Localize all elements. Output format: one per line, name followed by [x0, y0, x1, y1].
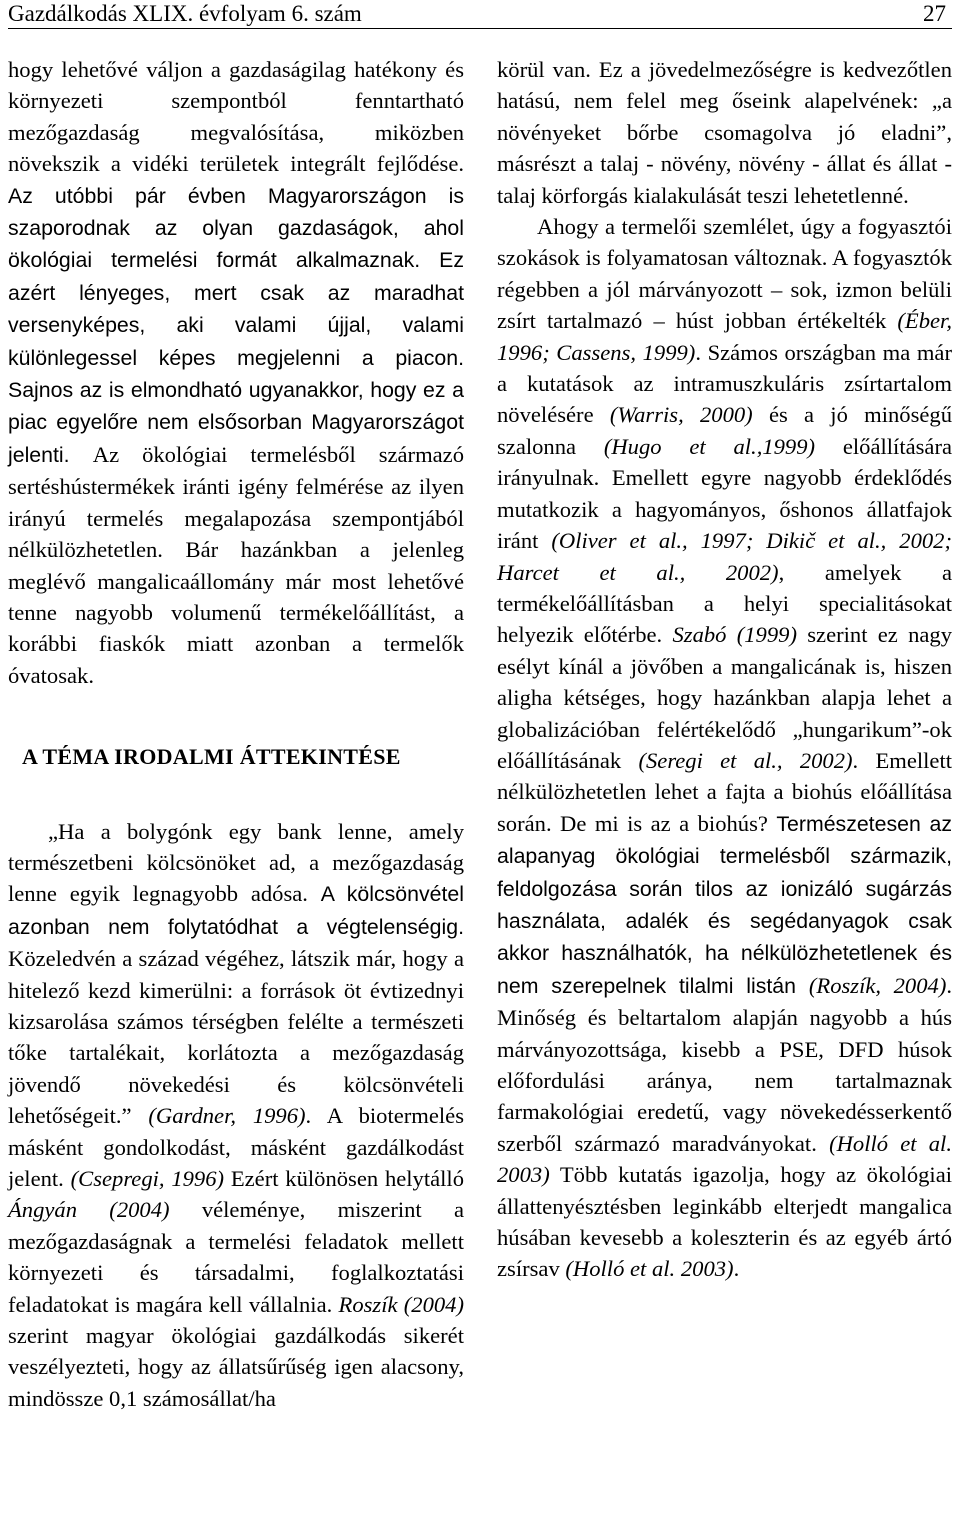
citation: Roszík (2004)	[338, 1291, 464, 1317]
citation: (Holló et al. 2003)	[565, 1256, 734, 1282]
text-run: Ahogy a termelői szemlélet, úgy a fogyasztói szokások is folyamatosan változnak. A fogyasztók régebben a jól márványozott – sok, izmon belüli zsírt tartalmazó – húst jobban értékelték	[497, 214, 952, 334]
paragraph-literature	[8, 816, 464, 1415]
citation: (Gardner, 1996)	[148, 1103, 306, 1129]
text-run: . Emellett nélkülözhetetlen lehet a fajta a biohús előállítása során. De mi is az a biohús?	[497, 747, 952, 836]
text-run: körül van.	[497, 57, 599, 82]
citation: Ángyán (2004)	[8, 1197, 170, 1223]
citation: (Seregi et al., 2002)	[638, 747, 853, 773]
text-run: Több kutatás igazolja, hogy az ökológiai állattenyésztésben leginkább elterjedt mangalica húsában kevesebb a koleszterin és az egyéb ártó zsírsav	[497, 1162, 952, 1282]
text-run: Az utóbbi pár évben Magyarországon is szaporodnak az olyan gazdaságok, ahol ökológiai termelési formát alkalmaznak. Ez azért lényeges, mert csak az maradhat versenyképes, aki valami újjal, valami különlegessel képes megjelenni a piacon. Sajnos az is elmondható ugyanakkor, hogy ez a piac egyelőre nem elsősorban Magyarországot jelenti.	[8, 183, 464, 467]
right-column	[497, 54, 952, 1285]
text-run: .	[733, 1256, 740, 1282]
paragraph-continued	[497, 54, 952, 211]
text-run: A kölcsönvétel azonban nem folytatódhat a végtelenségig.	[8, 882, 464, 939]
running-header	[8, 0, 952, 29]
citation: (Warris, 2000)	[609, 402, 753, 428]
section-heading: A TÉMA IRODALMI ÁTTEKINTÉSE	[22, 744, 401, 770]
citation: (Éber, 1996; Cassens, 1999)	[497, 308, 952, 365]
text-run: szerint ez nagy esélyt kínál a jövőben a mangalicának is, hiszen aligha kétséges, hogy hazánkban alapja lehet a globalizációban felértékelődő „hungarikum”-ok előállításának	[497, 622, 952, 773]
text-run: . Számos országban ma már a kutatások az intramuszkuláris zsírtartalom növelésére	[497, 339, 952, 428]
text-run: Ezért különösen helytálló	[224, 1166, 464, 1191]
citation: (Oliver et al., 1997; Dikič et al., 2002; Harcet et al., 2002)	[497, 528, 952, 585]
citation: Szabó (1999)	[672, 622, 797, 648]
journal-title: Gazdálkodás XLIX. évfolyam 6. szám	[8, 1, 362, 26]
citation: (Hugo et al.,1999)	[603, 433, 816, 459]
text-run: . A biotermelés másként gondolkodást, másként gazdálkodást jelent.	[8, 1103, 464, 1191]
paragraph-consumer	[497, 211, 952, 1285]
text-run: előállítására irányulnak. Emellett egyre nagyobb érdeklődés mutatkozik a hagyományos, őshonos állatfajok iránt	[497, 433, 952, 554]
text-run: , amelyek a termékelőállításban a helyi specialitásokat helyezik előtérbe.	[497, 559, 952, 648]
text-run: „Ha a bolygónk egy bank lenne, amely természetbeni kölcsönöket ad, a mezőgazdaság lenne egyik legnagyobb adósa.	[8, 818, 464, 907]
text-run: és a jó minőségű szalonna	[497, 402, 952, 459]
text-run: . Minőség és beltartalom alapján nagyobb a hús márványozottsága, kisebb a PSE, DFD húsok előfordulási aránya, nem tartalmaznak farmakológiai eredetű, vagy növekedésserkentő szerből származó maradványokat.	[497, 972, 952, 1156]
text-run: hogy lehetővé váljon a gazdaságilag hatékony és környezeti szempontból fenntartható mezőgazdaság megvalósítása, miközben növekszik a vidéki területek integrált fejlődése.	[8, 57, 464, 177]
page-number: 27	[923, 1, 946, 26]
left-column	[8, 54, 464, 1414]
citation: (Holló et al. 2003)	[497, 1130, 952, 1188]
text-run: szerint magyar ökológiai gazdálkodás sikerét veszélyezteti, hogy az állatsűrűség igen alacsony, mindössze 0,1 számosállat/ha	[8, 1323, 464, 1411]
text-run: Az ökológiai termelésből származó sertéshústermékek iránti igény felmérése az ilyen irányú termelés megalapozása szempontjából nélkülözhetetlen. Bár hazánkban a jelenleg meglévő mangalicaállomány már most lehetővé tenne nagyobb volumenű termékelőállítást, a korábbi fiaskók miatt azonban a termelők óvatosak.	[8, 441, 464, 688]
text-run: véleménye, miszerint a mezőgazdaságnak a termelési feladatok mellett környezeti és társadalmi, foglalkoztatási feladatokat is magára kell vállalnia.	[8, 1197, 464, 1317]
paragraph-intro	[8, 54, 464, 691]
citation: (Roszík, 2004)	[808, 972, 947, 998]
citation: (Csepregi, 1996)	[70, 1166, 225, 1191]
text-run: Közeledvén a század végéhez, látszik már, hogy a hitelező kezd kimerülni: a források öt évtizednyi kizsarolása számos térségben felélte a természeti tőke tartalékait, korlátozta a mezőgazdaság jövendő növekedési és kölcsönvételi lehetőségeit.”	[8, 946, 464, 1129]
text-run: Természetesen az alapanyag ökológiai termelésből származik, feldolgozása során tilos az ionizáló sugárzás használata, adalék és segédanyagok csak akkor használhatók, ha nélkülözhetetlenek és nem szerepelnek tilalmi listán	[497, 811, 952, 998]
text-run: Ez a jövedelmezőségre is kedvezőtlen hatású, nem felel meg őseink alapelvének: „a növényeket bőrbe csomagolva jó eladni”, másrészt a talaj - növény, növény - állat és állat - talaj körforgás kialakulását teszi lehetetlenné.	[497, 57, 952, 208]
